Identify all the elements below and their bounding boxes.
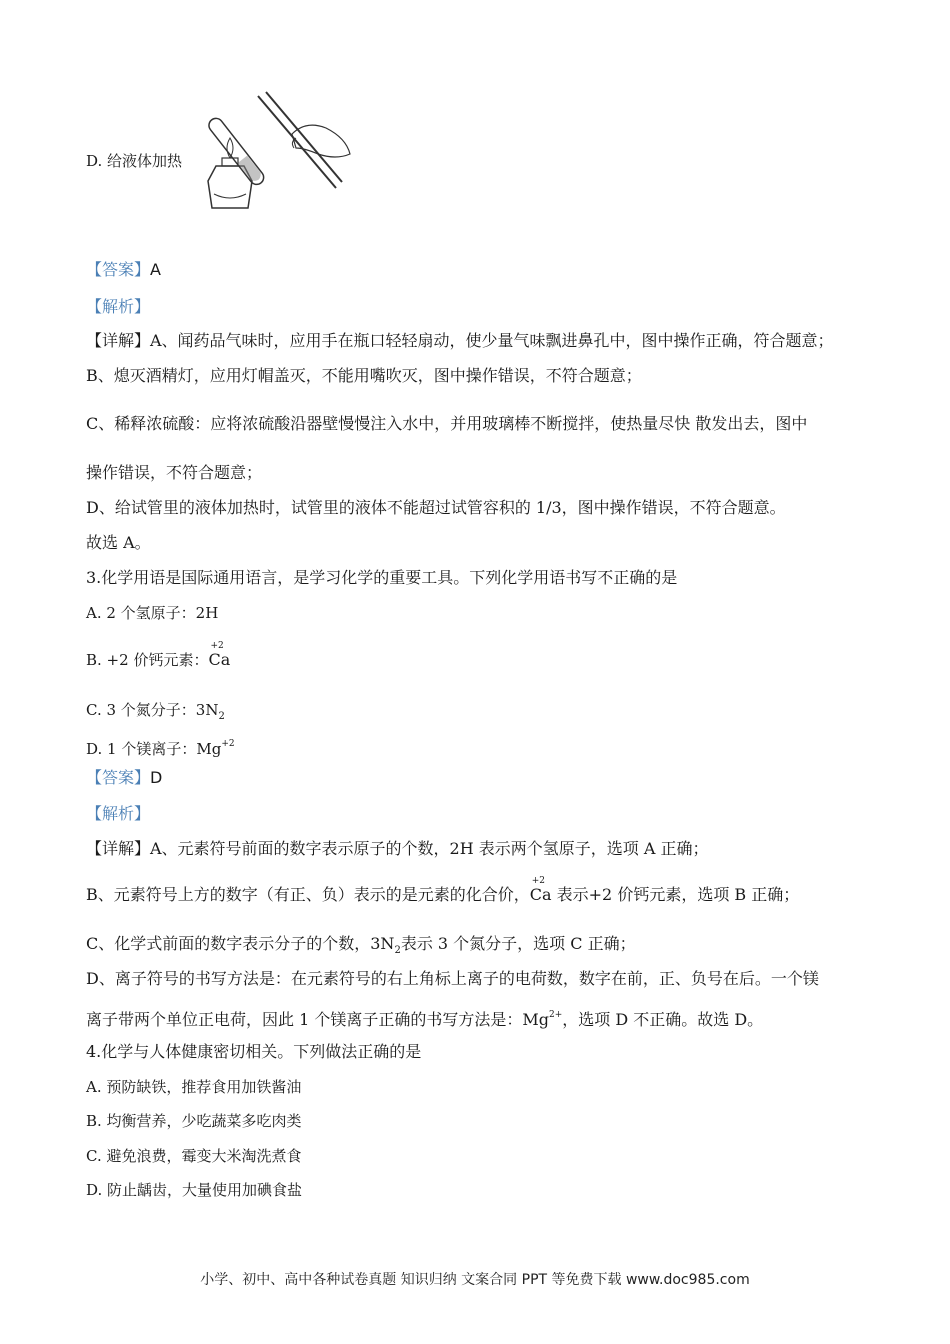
q2-detail-a: 【详解】A、闻药品气味时，应用手在瓶口轻轻扇动，使少量气味飘进鼻孔中，图中操作正确，符合题意； bbox=[86, 331, 834, 350]
q3-option-c bbox=[86, 699, 225, 728]
q2-detail-d: D、给试管里的液体加热时，试管里的液体不能超过试管容积的 1/3，图中操作错误，不符合题意。 bbox=[86, 498, 786, 517]
ca-charge: +2 bbox=[531, 876, 546, 886]
answer-tag: 【答案】 bbox=[86, 260, 151, 279]
page-footer: 小学、初中、高中各种试卷真题 知识归纳 文案合同 PPT 等免费下载 www.doc985.com bbox=[200, 1272, 750, 1288]
test-tube-heating-illustration bbox=[196, 76, 356, 216]
q3-detail-c-suffix: 表示 3 个氮分子，选项 C 正确； bbox=[400, 934, 636, 953]
q3-detail-c-sub: 2 bbox=[394, 945, 401, 957]
q3-detail-c bbox=[86, 933, 636, 962]
q3-detail-d2-sup: 2+ bbox=[548, 1010, 563, 1020]
q4-option-d: D. 防止龋齿，大量使用加碘食盐 bbox=[86, 1181, 303, 1199]
q2-detail-c: C、稀释浓硫酸：应将浓硫酸沿器壁慢慢注入水中，并用玻璃棒不断搅拌，使热量尽快 散发出去，图中 bbox=[86, 414, 808, 433]
q3-option-c-label: C. 3 个氮分子：3N bbox=[86, 701, 219, 719]
q3-analysis-tag: 【解析】 bbox=[86, 804, 151, 823]
ca-charge: +2 bbox=[210, 641, 224, 651]
q3-option-d bbox=[86, 733, 235, 760]
q2-option-d: D. 给液体加热 bbox=[86, 152, 183, 170]
q4-option-a: A. 预防缺铁，推荐食用加铁酱油 bbox=[86, 1078, 302, 1096]
q3-option-b bbox=[86, 641, 231, 671]
q2-analysis-tag: 【解析】 bbox=[86, 297, 151, 316]
q3-detail-d2-suffix: ，选项 D 不正确。故选 D。 bbox=[562, 1010, 764, 1029]
q3-option-c-sub: 2 bbox=[218, 711, 225, 722]
q2-detail-c-cont: 操作错误，不符合题意； bbox=[86, 463, 263, 482]
ca-symbol: Ca bbox=[529, 885, 552, 904]
q3-detail-d1: D、离子符号的书写方法是：在元素符号的右上角标上离子的电荷数，数字在前，正、负号在后。一个镁 bbox=[86, 969, 819, 988]
q3-stem: 3.化学用语是国际通用语言，是学习化学的重要工具。下列化学用语书写不正确的是 bbox=[86, 568, 678, 587]
q3-option-d-label: D. 1 个镁离子：Mg bbox=[86, 740, 222, 758]
q4-stem: 4.化学与人体健康密切相关。下列做法正确的是 bbox=[86, 1042, 422, 1061]
q3-detail-b bbox=[86, 876, 800, 906]
q4-option-b: B. 均衡营养，少吃蔬菜多吃肉类 bbox=[86, 1112, 302, 1130]
answer-value: D bbox=[150, 768, 163, 787]
q3-detail-c-text: C、化学式前面的数字表示分子的个数，3N bbox=[86, 934, 395, 953]
q2-detail-b: B、熄灭酒精灯，应用灯帽盖灭，不能用嘴吹灭，图中操作错误，不符合题意； bbox=[86, 366, 642, 385]
q4-option-c: C. 避免浪费，霉变大米淘洗煮食 bbox=[86, 1147, 302, 1165]
q3-option-b-label: B. +2 价钙元素： bbox=[86, 651, 209, 669]
ca-symbol: Ca bbox=[208, 650, 231, 669]
answer-tag: 【答案】 bbox=[86, 768, 151, 787]
q2-conclusion: 故选 A。 bbox=[86, 533, 151, 552]
q2-answer bbox=[86, 259, 161, 281]
q3-detail-d2-text: 离子带两个单位正电荷，因此 1 个镁离子正确的书写方法是：Mg bbox=[86, 1010, 549, 1029]
q3-detail-a: 【详解】A、元素符号前面的数字表示原子的个数，2H 表示两个氢原子，选项 A 正确； bbox=[86, 839, 709, 858]
q3-detail-b-text: B、元素符号上方的数字（有正、负）表示的是元素的化合价， bbox=[86, 885, 530, 904]
q3-option-d-sup: +2 bbox=[221, 739, 235, 749]
q3-answer bbox=[86, 767, 162, 789]
q3-option-a: A. 2 个氢原子：2H bbox=[86, 604, 219, 622]
q3-detail-b-suffix: 表示+2 价钙元素，选项 B 正确； bbox=[556, 885, 800, 904]
answer-value: A bbox=[150, 260, 161, 279]
q3-detail-d2 bbox=[86, 1004, 763, 1031]
